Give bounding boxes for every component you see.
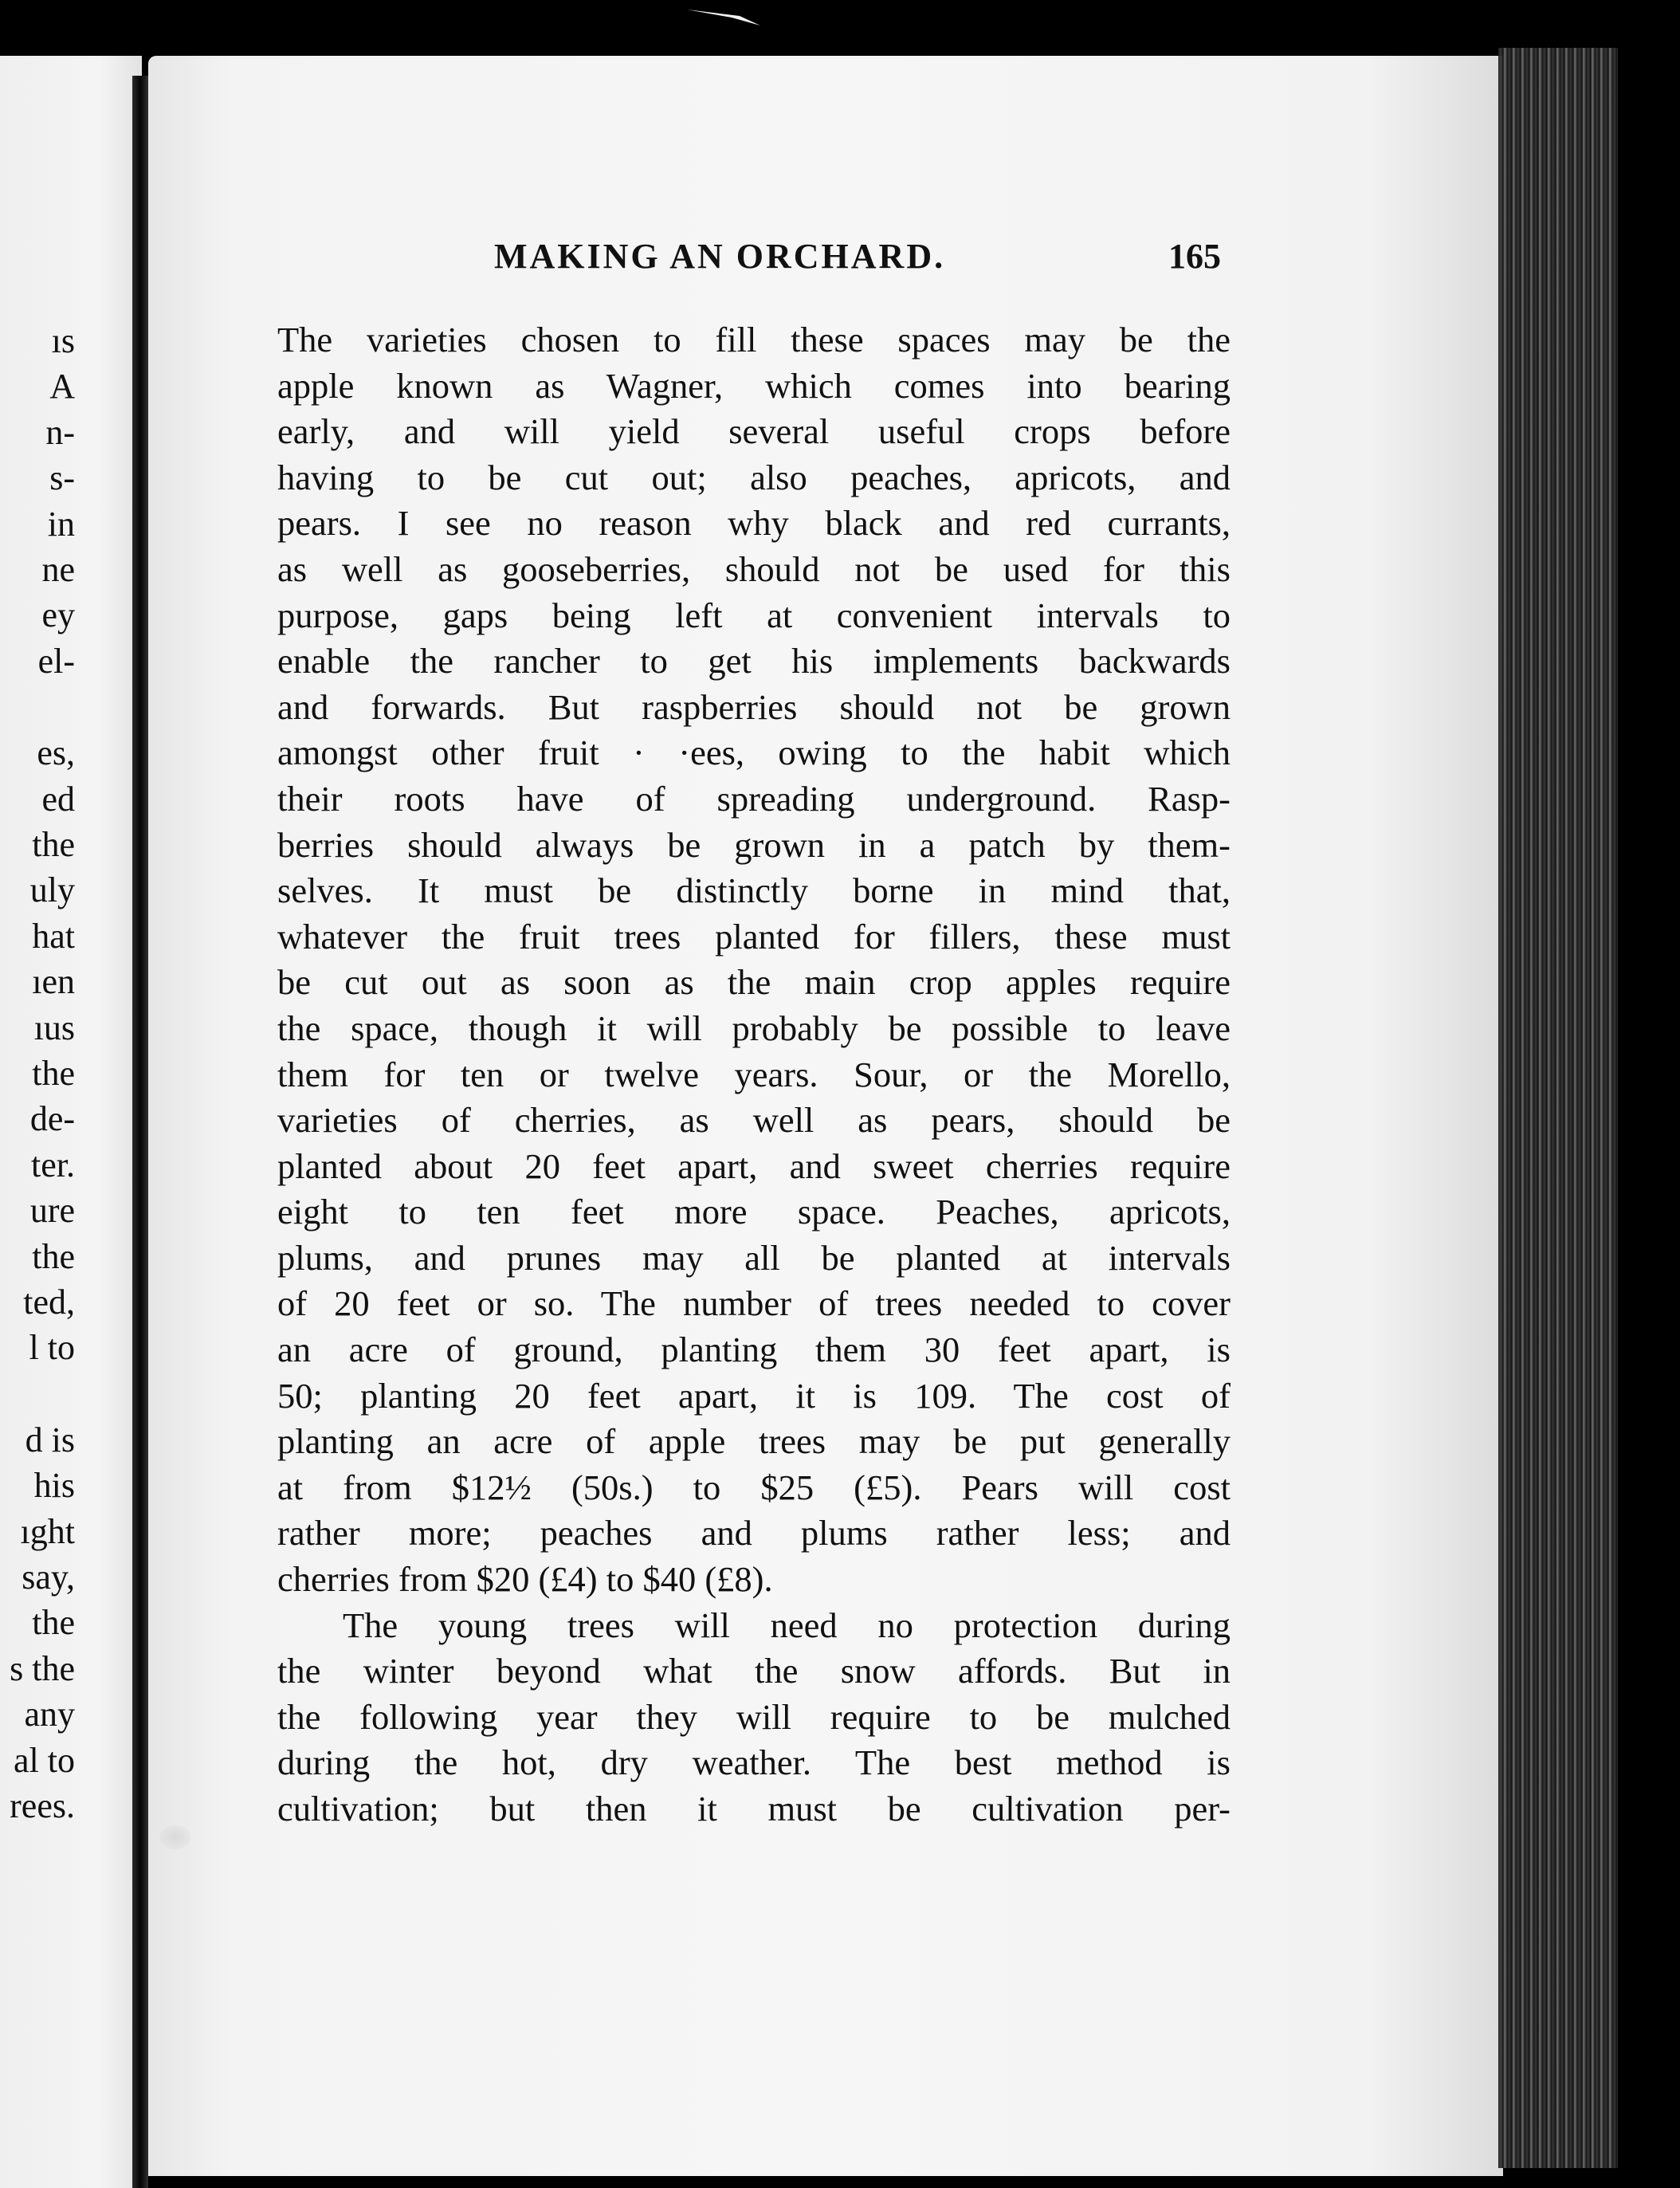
page-header (494, 236, 1221, 284)
left-page-text-fragment: the (32, 1603, 75, 1643)
text-line: enable the rancher to get his implements backwards (277, 641, 1231, 682)
text-line: an acre of ground, planting them 30 feet apart, is (277, 1330, 1231, 1370)
text-line: rather more; peaches and plums rather less; and (277, 1513, 1231, 1554)
text-line: the winter beyond what the snow affords. But in (277, 1651, 1231, 1691)
text-line: amongst other fruit · ·ees, owing to the habit which (277, 733, 1231, 773)
left-page-text-fragment: l to (29, 1328, 75, 1368)
page-edges (1498, 48, 1618, 2168)
scan-border (1618, 64, 1680, 2184)
left-page-fragment (0, 56, 142, 2188)
left-page-text-fragment: ıs (51, 321, 75, 360)
text-line: planting an acre of apple trees may be put generally (277, 1421, 1231, 1462)
page-number: 165 (1168, 237, 1221, 276)
text-line: be cut out as soon as the main crop apples require (277, 962, 1231, 1003)
text-line: purpose, gaps being left at convenient intervals to (277, 595, 1231, 635)
text-line: cherries from $20 (£4) to $40 (£8). (277, 1559, 773, 1600)
left-page-text-fragment: ne (41, 550, 75, 589)
left-page-text-fragment: ure (29, 1191, 75, 1231)
scan-artifact-mark (684, 5, 767, 29)
text-line: pears. I see no reason why black and red currants, (277, 503, 1231, 544)
page-smudge (159, 1825, 191, 1849)
left-page-text-fragment: s- (49, 458, 75, 498)
text-line: of 20 feet or so. The number of trees needed to cover (277, 1283, 1231, 1324)
left-page-text-fragment: hat (32, 916, 75, 956)
left-page-text-fragment: ted, (23, 1283, 75, 1322)
left-page-text-fragment: uly (29, 870, 75, 910)
left-page-text-fragment: A (49, 367, 75, 407)
text-line: during the hot, dry weather. The best method is (277, 1742, 1231, 1783)
text-line: the space, though it will probably be possible to leave (277, 1008, 1231, 1048)
left-page-text-fragment: the (32, 1236, 75, 1276)
text-line: whatever the fruit trees planted for fillers, these must (277, 916, 1231, 957)
left-page-text-fragment: es, (37, 733, 75, 773)
left-page-text-fragment: any (24, 1695, 75, 1734)
text-line: eight to ten feet more space. Peaches, apricots, (277, 1192, 1231, 1232)
left-page-text-fragment: el- (37, 641, 75, 681)
left-page-text-fragment: d is (25, 1420, 75, 1459)
text-line: berries should always be grown in a patch by them- (277, 824, 1231, 865)
text-line: 50; planting 20 feet apart, it is 109. The cost of (277, 1375, 1231, 1416)
text-line: selves. It must be distinctly borne in mind that, (277, 870, 1231, 911)
text-line: having to be cut out; also peaches, apricots, and (277, 457, 1231, 497)
text-line: varieties of cherries, as well as pears, should be (277, 1100, 1231, 1141)
left-page-text-fragment: the (32, 1054, 75, 1093)
left-page-text-fragment: ıus (33, 1008, 75, 1047)
body-text (277, 317, 1231, 1832)
left-page-text-fragment: ıght (20, 1511, 75, 1551)
left-page-text-fragment: his (33, 1466, 75, 1506)
text-line: them for ten or twelve years. Sour, or the Morello, (277, 1054, 1231, 1094)
text-line: planted about 20 feet apart, and sweet cherries require (277, 1145, 1231, 1186)
left-page-text-fragment: say, (22, 1558, 75, 1597)
text-line: The young trees will need no protection during (343, 1605, 1231, 1645)
text-line: cultivation; but then it must be cultivation per- (277, 1789, 1231, 1829)
running-head: MAKING AN ORCHARD. (494, 237, 946, 276)
text-line: at from $12½ (50s.) to $25 (£5). Pears will cost (277, 1467, 1231, 1507)
text-line: early, and will yield several useful crops before (277, 411, 1231, 452)
left-page-text-fragment: ed (41, 779, 75, 819)
text-line: their roots have of spreading underground. Rasp- (277, 778, 1231, 819)
text-line: as well as gooseberries, should not be used for this (277, 548, 1231, 589)
left-page-text-fragment: ter. (31, 1145, 75, 1184)
left-page-text-fragment: s the (10, 1648, 75, 1688)
book-gutter (132, 76, 148, 2188)
left-page-text-fragment: in (47, 504, 75, 544)
left-page-text-fragment: rees. (10, 1786, 75, 1825)
text-line: the following year they will require to be mulched (277, 1696, 1231, 1737)
text-line: apple known as Wagner, which comes into bearing (277, 365, 1231, 406)
left-page-text-fragment: n- (45, 412, 75, 452)
text-line: and forwards. But raspberries should not be grown (277, 686, 1231, 727)
left-page-text-fragment: de- (29, 1099, 75, 1139)
left-page-text-fragment: al to (14, 1740, 75, 1780)
text-line: plums, and prunes may all be planted at intervals (277, 1237, 1231, 1278)
text-line: The varieties chosen to fill these spaces may be the (277, 320, 1231, 359)
left-page-text-fragment: ey (41, 595, 75, 635)
left-page-text-fragment: the (32, 825, 75, 864)
left-page-text-fragment: ıen (32, 962, 75, 1002)
